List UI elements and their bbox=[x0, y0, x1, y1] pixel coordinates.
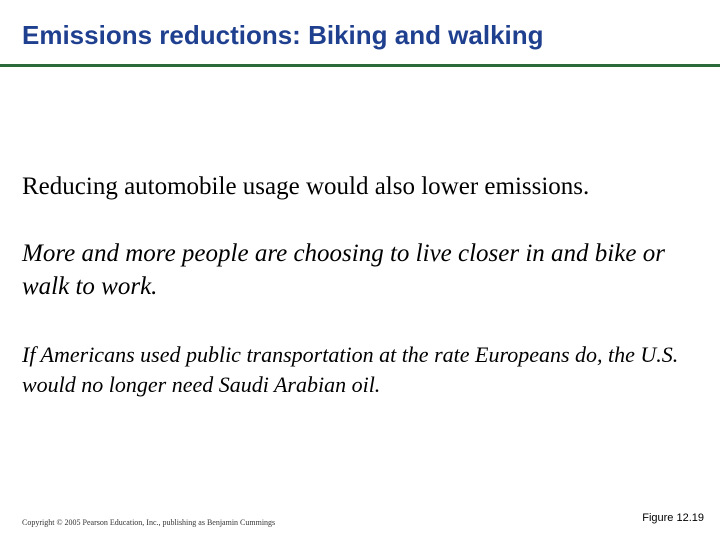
slide-title: Emissions reductions: Biking and walking bbox=[22, 20, 544, 50]
figure-label: Figure 12.19 bbox=[642, 512, 704, 524]
paragraph-automobile-usage: Reducing automobile usage would also lower emissions. bbox=[22, 173, 590, 200]
paragraph-bike-walk: More and more people are choosing to live closer in and bike or walk to work. bbox=[22, 240, 665, 300]
title-divider bbox=[0, 64, 720, 67]
paragraph-public-transportation: If Americans used public transportation at the rate Europeans do, the U.S. would no longer need Saudi Arabian oil. bbox=[22, 342, 679, 398]
copyright-notice: Copyright © 2005 Pearson Education, Inc., publishing as Benjamin Cummings bbox=[22, 518, 276, 527]
